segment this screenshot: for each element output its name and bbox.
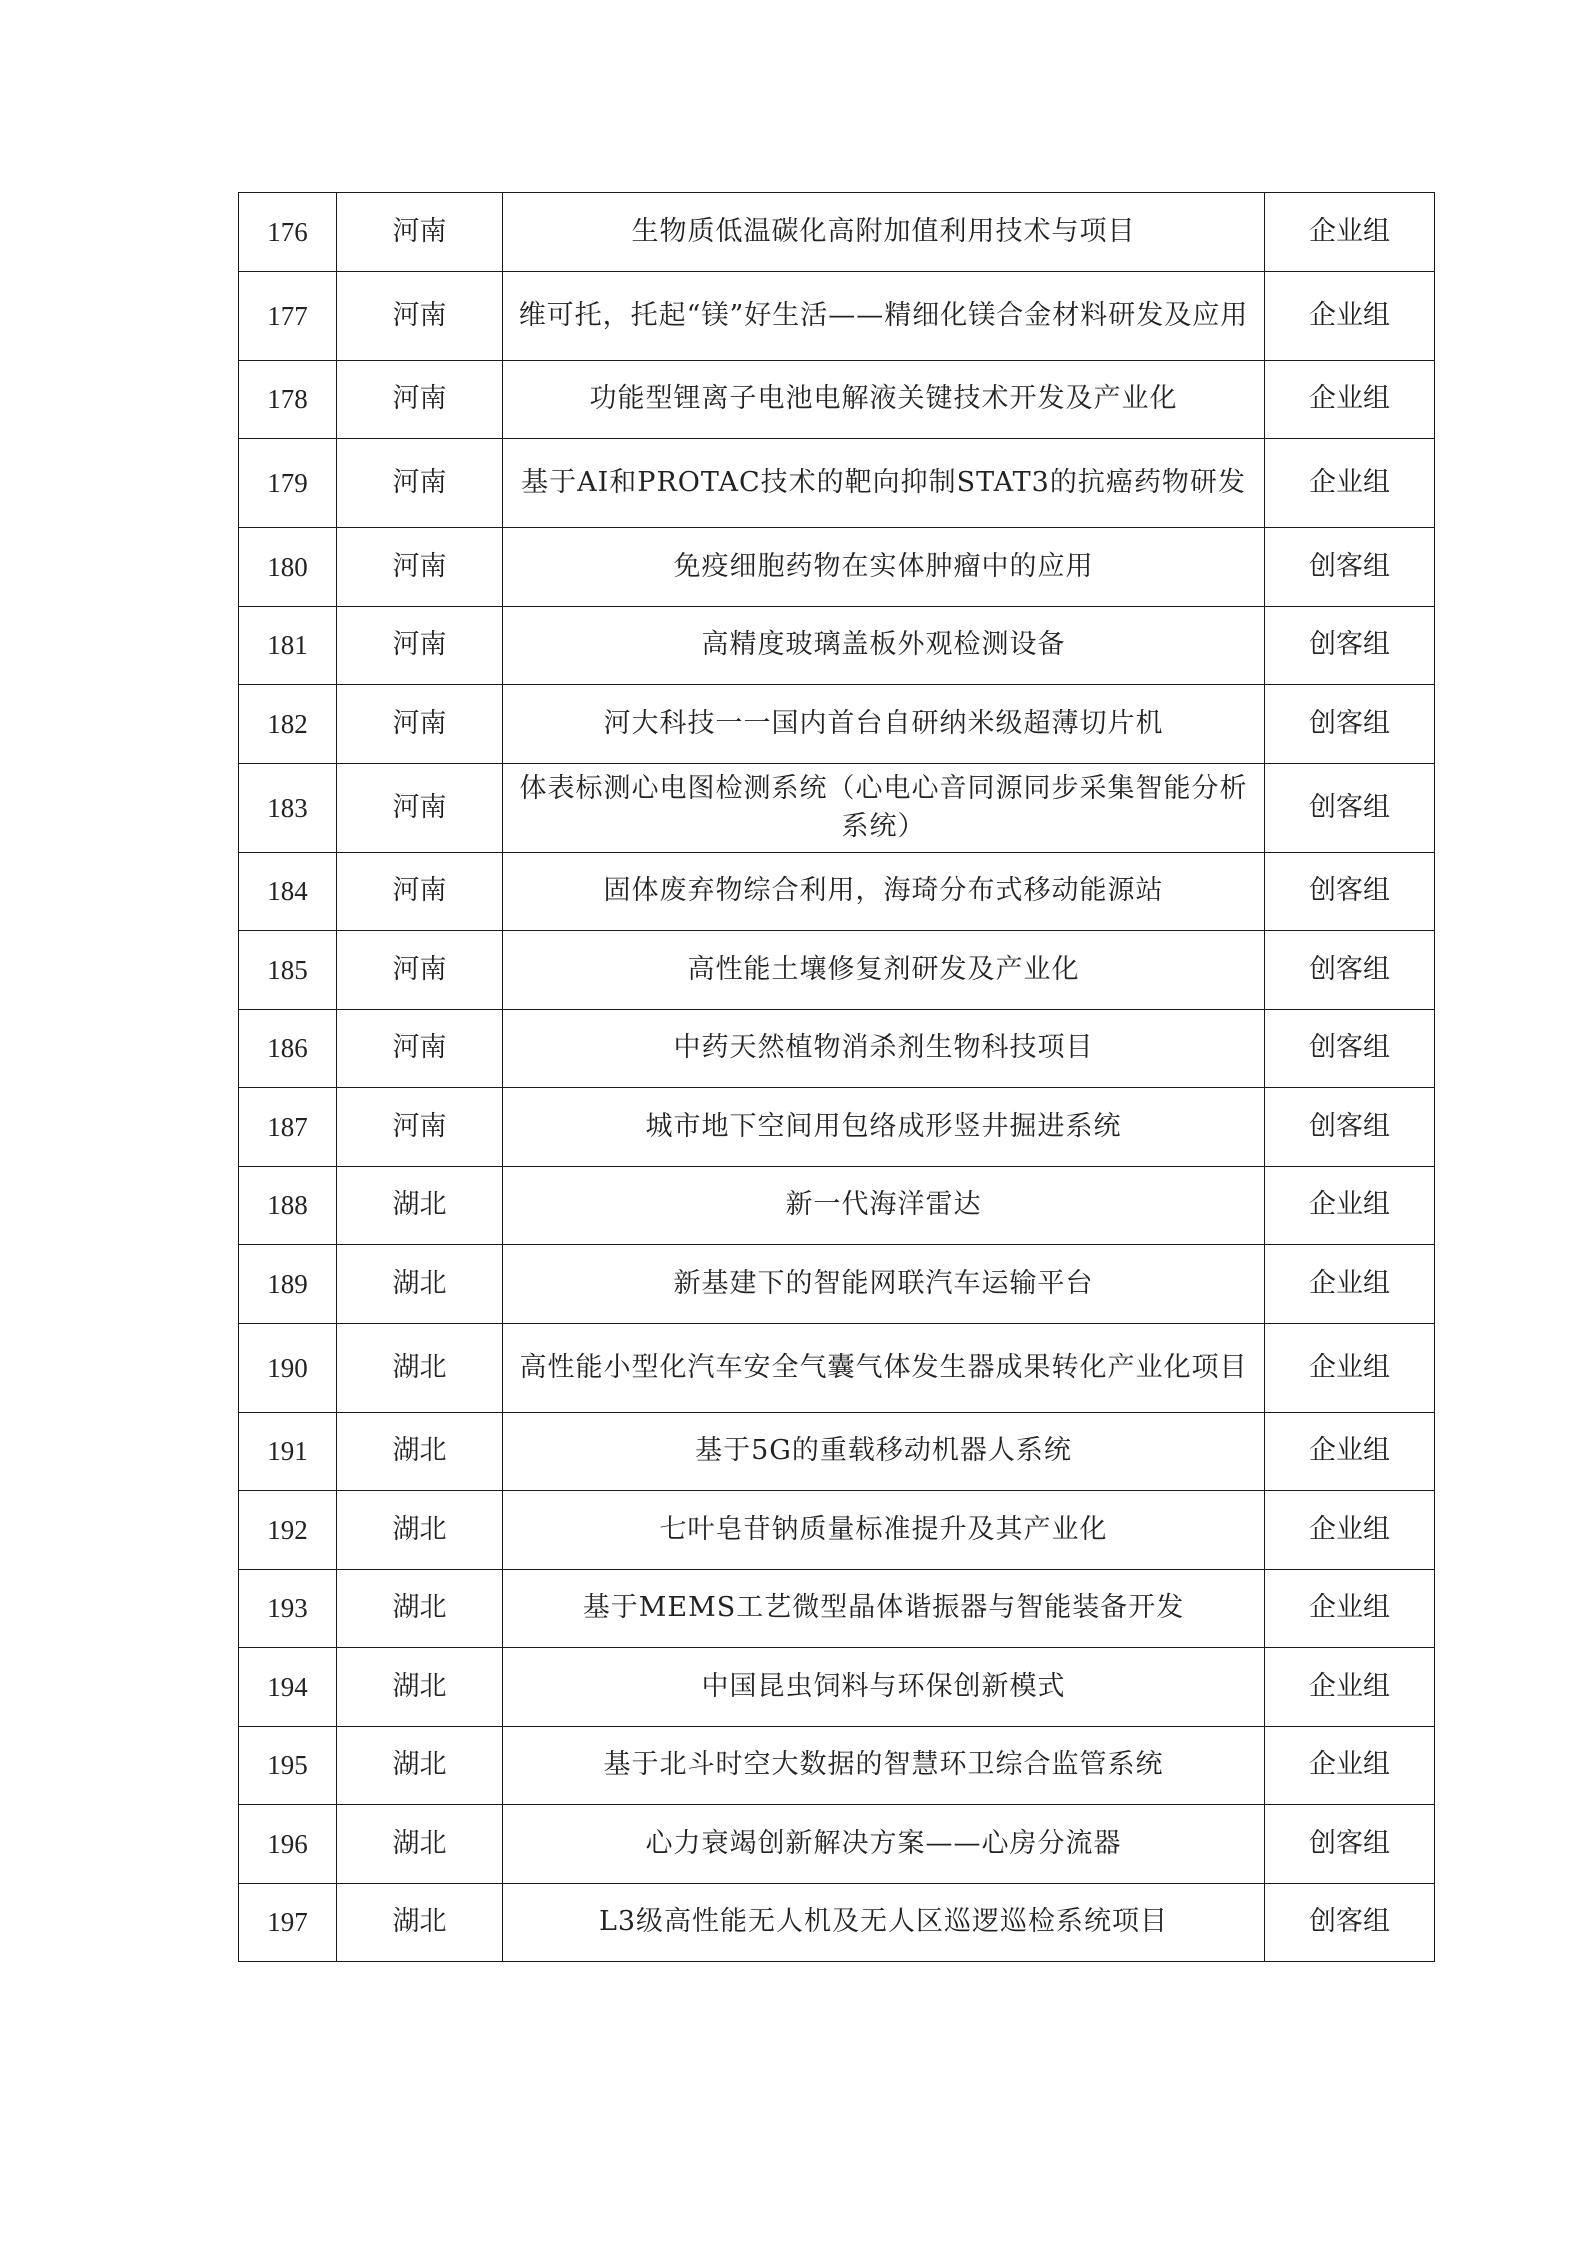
project-name-cell: 中药天然植物消杀剂生物科技项目 <box>503 1009 1265 1088</box>
province-cell: 河南 <box>337 931 503 1010</box>
group-cell: 企业组 <box>1265 1648 1435 1727</box>
group-cell: 创客组 <box>1265 528 1435 607</box>
province-cell: 河南 <box>337 763 503 852</box>
province-cell: 湖北 <box>337 1569 503 1648</box>
group-cell: 企业组 <box>1265 439 1435 528</box>
project-name-cell: 新一代海洋雷达 <box>503 1166 1265 1245</box>
project-name-cell: 中国昆虫饲料与环保创新模式 <box>503 1648 1265 1727</box>
row-number-cell: 188 <box>239 1166 337 1245</box>
row-number-cell: 186 <box>239 1009 337 1088</box>
province-cell: 河南 <box>337 852 503 931</box>
project-name-cell: 七叶皂苷钠质量标准提升及其产业化 <box>503 1491 1265 1570</box>
group-cell: 创客组 <box>1265 1088 1435 1167</box>
group-cell: 企业组 <box>1265 1245 1435 1324</box>
table-row <box>239 193 1435 272</box>
table-row <box>239 1883 1435 1962</box>
table-row <box>239 1245 1435 1324</box>
table-row <box>239 1088 1435 1167</box>
province-cell: 河南 <box>337 271 503 360</box>
group-cell: 企业组 <box>1265 271 1435 360</box>
group-cell: 创客组 <box>1265 685 1435 764</box>
province-cell: 河南 <box>337 360 503 439</box>
province-cell: 河南 <box>337 1088 503 1167</box>
table-body <box>239 193 1435 1962</box>
group-cell: 创客组 <box>1265 931 1435 1010</box>
row-number-cell: 194 <box>239 1648 337 1727</box>
group-cell: 企业组 <box>1265 193 1435 272</box>
project-name-cell: 功能型锂离子电池电解液关键技术开发及产业化 <box>503 360 1265 439</box>
project-name-cell: 基于MEMS工艺微型晶体谐振器与智能装备开发 <box>503 1569 1265 1648</box>
project-name-cell: 基于5G的重载移动机器人系统 <box>503 1412 1265 1491</box>
table-row <box>239 931 1435 1010</box>
row-number-cell: 185 <box>239 931 337 1010</box>
row-number-cell: 195 <box>239 1726 337 1805</box>
row-number-cell: 193 <box>239 1569 337 1648</box>
row-number-cell: 197 <box>239 1883 337 1962</box>
table-row <box>239 271 1435 360</box>
group-cell: 企业组 <box>1265 1726 1435 1805</box>
province-cell: 湖北 <box>337 1166 503 1245</box>
province-cell: 湖北 <box>337 1412 503 1491</box>
province-cell: 湖北 <box>337 1883 503 1962</box>
table-row <box>239 1323 1435 1412</box>
group-cell: 创客组 <box>1265 1805 1435 1884</box>
project-name-cell: L3级高性能无人机及无人区巡逻巡检系统项目 <box>503 1883 1265 1962</box>
province-cell: 河南 <box>337 606 503 685</box>
table-row <box>239 606 1435 685</box>
row-number-cell: 196 <box>239 1805 337 1884</box>
table-row <box>239 1166 1435 1245</box>
table-row <box>239 360 1435 439</box>
table-row <box>239 852 1435 931</box>
province-cell: 河南 <box>337 528 503 607</box>
project-name-cell: 维可托，托起“镁”好生活——精细化镁合金材料研发及应用 <box>503 271 1265 360</box>
row-number-cell: 183 <box>239 763 337 852</box>
table-row <box>239 1009 1435 1088</box>
project-name-cell: 基于AI和PROTAC技术的靶向抑制STAT3的抗癌药物研发 <box>503 439 1265 528</box>
province-cell: 湖北 <box>337 1726 503 1805</box>
group-cell: 企业组 <box>1265 1323 1435 1412</box>
row-number-cell: 178 <box>239 360 337 439</box>
province-cell: 湖北 <box>337 1648 503 1727</box>
project-name-cell: 固体废弃物综合利用，海琦分布式移动能源站 <box>503 852 1265 931</box>
group-cell: 创客组 <box>1265 763 1435 852</box>
project-name-cell: 高性能小型化汽车安全气囊气体发生器成果转化产业化项目 <box>503 1323 1265 1412</box>
row-number-cell: 182 <box>239 685 337 764</box>
province-cell: 湖北 <box>337 1245 503 1324</box>
province-cell: 河南 <box>337 1009 503 1088</box>
table-row <box>239 528 1435 607</box>
row-number-cell: 176 <box>239 193 337 272</box>
province-cell: 河南 <box>337 439 503 528</box>
row-number-cell: 187 <box>239 1088 337 1167</box>
province-cell: 湖北 <box>337 1805 503 1884</box>
project-name-cell: 体表标测心电图检测系统（心电心音同源同步采集智能分析系统） <box>503 763 1265 852</box>
row-number-cell: 192 <box>239 1491 337 1570</box>
table-row <box>239 1805 1435 1884</box>
row-number-cell: 181 <box>239 606 337 685</box>
project-name-cell: 新基建下的智能网联汽车运输平台 <box>503 1245 1265 1324</box>
project-name-cell: 心力衰竭创新解决方案——心房分流器 <box>503 1805 1265 1884</box>
row-number-cell: 191 <box>239 1412 337 1491</box>
group-cell: 企业组 <box>1265 360 1435 439</box>
group-cell: 创客组 <box>1265 606 1435 685</box>
project-name-cell: 免疫细胞药物在实体肿瘤中的应用 <box>503 528 1265 607</box>
table-row <box>239 685 1435 764</box>
project-name-cell: 基于北斗时空大数据的智慧环卫综合监管系统 <box>503 1726 1265 1805</box>
province-cell: 河南 <box>337 193 503 272</box>
table-row <box>239 1648 1435 1727</box>
row-number-cell: 189 <box>239 1245 337 1324</box>
project-name-cell: 高精度玻璃盖板外观检测设备 <box>503 606 1265 685</box>
table-row <box>239 763 1435 852</box>
project-table <box>238 192 1435 1962</box>
group-cell: 创客组 <box>1265 852 1435 931</box>
province-cell: 河南 <box>337 685 503 764</box>
group-cell: 企业组 <box>1265 1166 1435 1245</box>
province-cell: 湖北 <box>337 1491 503 1570</box>
project-name-cell: 河大科技一一国内首台自研纳米级超薄切片机 <box>503 685 1265 764</box>
group-cell: 企业组 <box>1265 1491 1435 1570</box>
group-cell: 企业组 <box>1265 1569 1435 1648</box>
row-number-cell: 184 <box>239 852 337 931</box>
table-row <box>239 1726 1435 1805</box>
table-row <box>239 1412 1435 1491</box>
project-name-cell: 生物质低温碳化高附加值利用技术与项目 <box>503 193 1265 272</box>
province-cell: 湖北 <box>337 1323 503 1412</box>
row-number-cell: 177 <box>239 271 337 360</box>
project-name-cell: 城市地下空间用包络成形竖井掘进系统 <box>503 1088 1265 1167</box>
row-number-cell: 179 <box>239 439 337 528</box>
row-number-cell: 180 <box>239 528 337 607</box>
table-row <box>239 1569 1435 1648</box>
group-cell: 创客组 <box>1265 1009 1435 1088</box>
row-number-cell: 190 <box>239 1323 337 1412</box>
table-row <box>239 1491 1435 1570</box>
group-cell: 创客组 <box>1265 1883 1435 1962</box>
table-row <box>239 439 1435 528</box>
project-name-cell: 高性能土壤修复剂研发及产业化 <box>503 931 1265 1010</box>
group-cell: 企业组 <box>1265 1412 1435 1491</box>
